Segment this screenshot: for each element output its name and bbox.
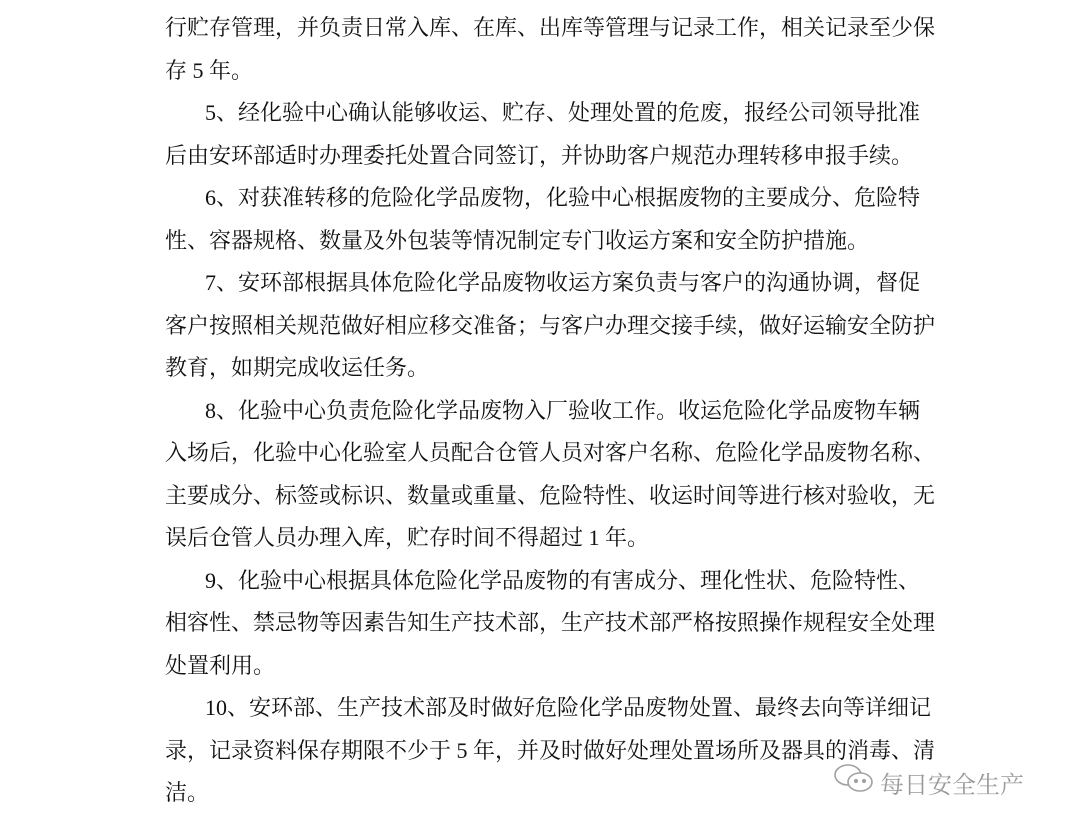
text-line: 10、安环部、生产技术部及时做好危险化学品废物处置、最终去向等详细记 — [205, 695, 932, 720]
text-line: 行贮存管理，并负责日常入库、在库、出库等管理与记录工作，相关记录至少保 — [165, 15, 936, 40]
paragraph — [165, 7, 936, 92]
text-line: 存 5 年。 — [165, 57, 254, 83]
text-line: 7、安环部根据具体危险化学品废物收运方案负责与客户的沟通协调，督促 — [205, 270, 921, 295]
paragraph — [165, 687, 936, 815]
text-line: 处置利用。 — [165, 652, 276, 678]
text-line: 客户按照相关规范做好相应移交准备；与客户办理交接手续，做好运输安全防护 — [165, 312, 936, 338]
paragraph — [165, 390, 936, 560]
watermark — [832, 762, 1024, 802]
text-line: 教育，如期完成收运任务。 — [165, 355, 430, 380]
text-line: 8、化验中心负责危险化学品废物入厂验收工作。收运危险化学品废物车辆 — [205, 397, 921, 423]
paragraph — [165, 560, 936, 688]
text-line: 6、对获准转移的危险化学品废物，化验中心根据废物的主要成分、危险特 — [205, 185, 921, 210]
text-line: 5、经化验中心确认能够收运、贮存、处理处置的危废，报经公司领导批准 — [205, 100, 921, 125]
text-line: 9、化验中心根据具体危险化学品废物的有害成分、理化性状、危险特性、 — [205, 567, 921, 593]
watermark-text: 每日安全生产 — [880, 770, 1024, 799]
paragraph — [165, 177, 921, 262]
paragraph — [165, 262, 936, 390]
text-line: 误后仓管人员办理入库，贮存时间不得超过 1 年。 — [165, 525, 650, 550]
text-line: 主要成分、标签或标识、数量或重量、危险特性、收运时间等进行核对验收，无 — [165, 482, 936, 508]
wechat-icon — [832, 762, 876, 802]
paragraph — [165, 92, 921, 177]
document-body — [165, 7, 936, 815]
text-line: 入场后，化验中心化验室人员配合仓管人员对客户名称、危险化学品废物名称、 — [165, 440, 936, 465]
text-line: 性、容器规格、数量及外包装等情况制定专门收运方案和安全防护措施。 — [165, 227, 870, 253]
text-line: 洁。 — [165, 780, 210, 805]
text-line: 录，记录资料保存期限不少于 5 年，并及时做好处理处置场所及器具的消毒、清 — [165, 737, 936, 763]
text-line: 后由安环部适时办理委托处置合同签订，并协助客户规范办理转移申报手续。 — [165, 142, 914, 168]
text-line: 相容性、禁忌物等因素告知生产技术部，生产技术部严格按照操作规程安全处理 — [165, 610, 936, 635]
